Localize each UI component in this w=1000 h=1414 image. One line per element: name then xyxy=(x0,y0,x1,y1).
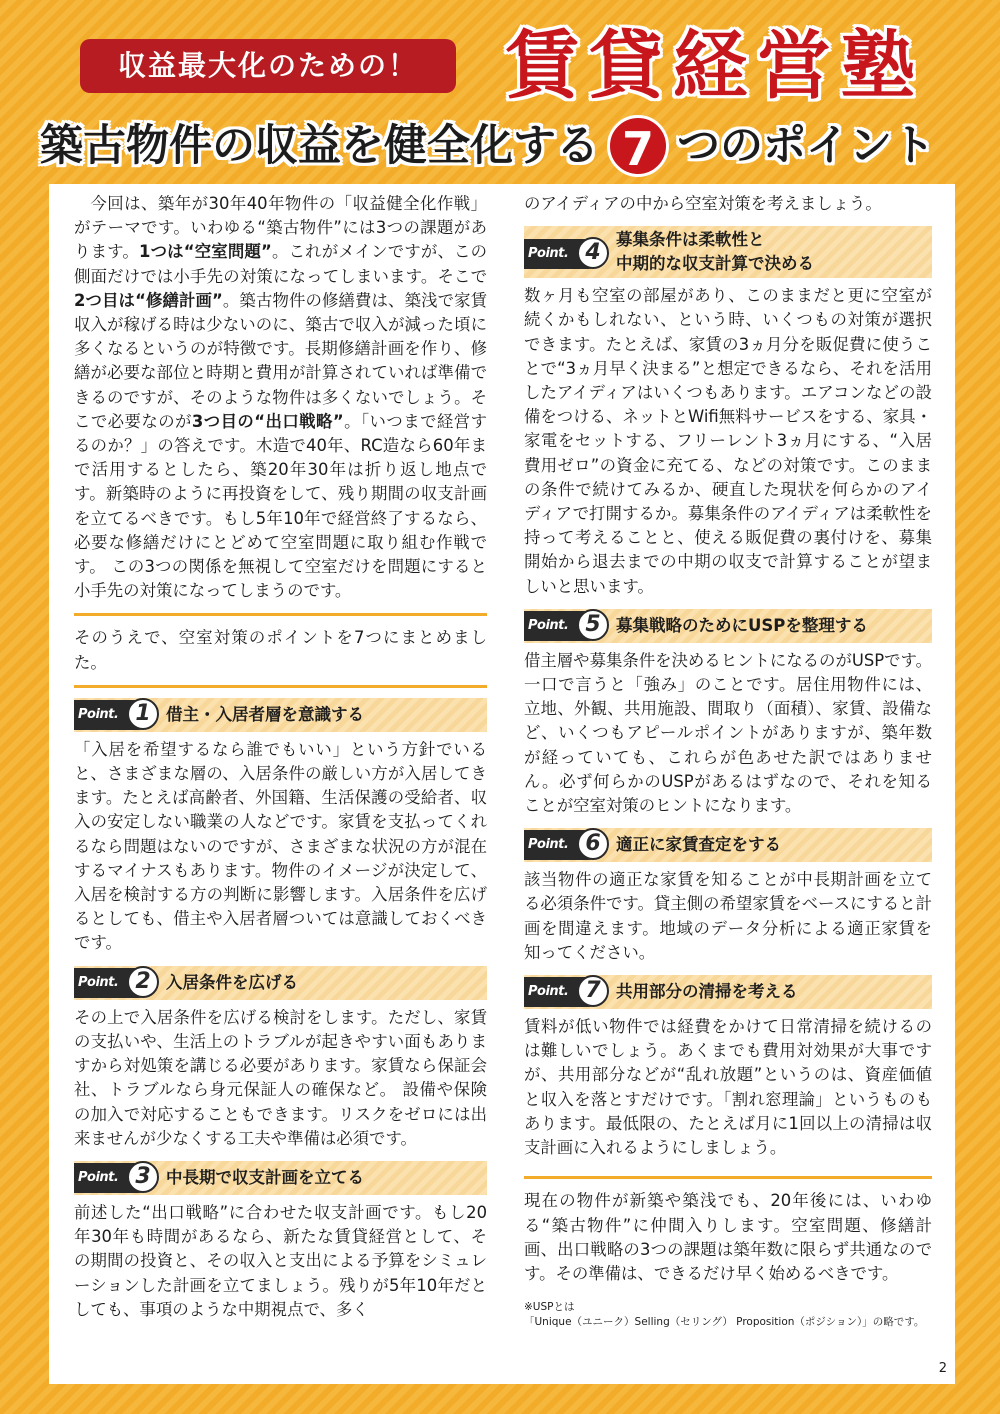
article-sheet xyxy=(49,184,955,1384)
title-after: つのポイント xyxy=(677,121,935,171)
point-tab xyxy=(524,977,603,1007)
point-title: 募集戦略のためにUSPを整理する xyxy=(616,615,868,635)
point-6-body: 該当物件の適正な家賃を知ることが中長期計画を立てる必須条件です。貸主側の希望家賃をベースにすると計画を間違えます。地域のデータ分析による適正家賃を知ってください。 xyxy=(524,870,932,962)
point-3-continuation: のアイディアの中から空室対策を考えましょう。 xyxy=(524,194,882,213)
point-word: Point. xyxy=(78,974,119,990)
page-title xyxy=(40,115,960,177)
intro-bold-1: 1つは“空室問題” xyxy=(139,242,272,262)
intro-bold-2: 2つ目は“修繕計画” xyxy=(74,290,223,310)
footnote-line: ※USPとは xyxy=(524,1301,575,1314)
point-number-circle: 2 xyxy=(127,966,159,998)
header-badge: 収益最大化のための！ xyxy=(80,39,456,93)
point-1-heading xyxy=(74,698,487,732)
point-number-circle: 6 xyxy=(577,828,609,860)
point-7-body: 賃料が低い物件では経費をかけて日常清掃を続けるのは難しいでしょう。あくまでも費用対効果が大事ですが、共用部分などが“乱れ放題”というのは、資産価値と収入を落とすだけです。「割れ窓理論」というものもあります。最低限の、たとえば月に1回以上の清掃は収支計画に入れるようにしましょう。 xyxy=(524,1017,932,1158)
intro-paragraph xyxy=(74,192,487,603)
point-number-circle: 5 xyxy=(577,609,609,641)
point-number-circle: 4 xyxy=(577,237,609,269)
page-number: 2 xyxy=(938,1361,947,1376)
point-tab xyxy=(74,700,153,730)
point-title: 入居条件を広げる xyxy=(166,972,298,992)
divider xyxy=(524,1176,932,1179)
point-2-heading xyxy=(74,966,487,1000)
point-tab xyxy=(74,1163,153,1193)
intro-text-e: 。「いつまで経営するのか？」の答えです。木造で40年、RC造なら60年まで活用するとしたら、築20年30年は折り返し地点です。新築時のように再投資をして、残り期間の収支計画を立てるべきです。もし5年10年で経営終了するなら、必要な修繕だけにとどめて空室問題に取り組む作戦です。 この3つの関係を無視して空室だけを問題にすると小手先の対策になってしまうのです。 xyxy=(74,411,487,601)
point-word: Point. xyxy=(78,1169,119,1185)
intro-text-d: 。築古物件の修繕費は、築浅で家賃収入が稼げる時は少ないのに、築古で収入が減った頃に多くなるというのが特徴です。長期修繕計画を作り、修繕が必要な部位と時期と費用が計算されていれば準備できるのですが、そのような物件は多くないでしょう。そこで必要なのが xyxy=(74,290,488,431)
footnote xyxy=(524,1300,932,1330)
point-title-line: 中期的な収支計算で決める xyxy=(616,254,814,274)
point-word: Point. xyxy=(528,984,569,1000)
point-title: 借主・入居者層を意識する xyxy=(166,704,364,724)
point-title: 中長期で収支計画を立てる xyxy=(166,1167,364,1187)
right-column xyxy=(524,192,932,1330)
point-word: Point. xyxy=(78,706,119,722)
title-before: 築古物件の収益を健全化する xyxy=(40,121,599,171)
point-number-circle: 3 xyxy=(127,1161,159,1193)
point-title-line: 募集条件は柔軟性と xyxy=(616,230,765,250)
point-4-body: 数ヶ月も空室の部屋があり、このままだと更に空室が続くかもしれない、という時、いくつもの対策が選択できます。たとえば、家賃の3ヵ月分を販促費に使うことで“3ヵ月早く決まる”と想定できるなら、それを活用したアイディアはいくつもあります。エアコンなどの設備をつける、ネットとWifi無料サービスをする、家具・家電をセットする、フリーレント3ヵ月にする、“入居費用ゼロ”の資金に充てる、などの対策です。このままの条件で続けてみるか、硬直した現状を何らかのアイディアで打開するか。募集条件のアイディアは柔軟性を持って考えることと、使える販促費の裏付けを、募集開始から退去までの中期の収支で計算することが望ましいと思います。 xyxy=(524,286,932,596)
closing-paragraph: 現在の物件が新築や築浅でも、20年後には、いわゆる“築古物件”に仲間入りします。空室問題、修繕計画、出口戦略の3つの課題は築年数に限らず共通なのです。その準備は、できるだけ早く始めるべきです。 xyxy=(524,1191,932,1283)
point-tab xyxy=(74,968,153,998)
intro-text-c: 。これがメインですが、この側面だけでは小手先の対策になってしまいます。そこで xyxy=(74,242,487,286)
point-word: Point. xyxy=(528,837,569,853)
point-number-circle: 1 xyxy=(127,698,159,730)
title-number-circle: 7 xyxy=(607,115,669,177)
point-tab xyxy=(524,239,603,269)
point-7-heading xyxy=(524,975,932,1009)
intro-bold-3: 3つ目の“出口戦略” xyxy=(191,411,344,431)
divider xyxy=(74,685,487,688)
point-word: Point. xyxy=(528,246,569,262)
intro-summary: そのうえで、空室対策のポイントを7つにまとめました。 xyxy=(74,628,487,672)
point-6-heading xyxy=(524,828,932,862)
point-5-body: 借主層や募集条件を決めるヒントになるのがUSPです。一口で言うと「強み」のことです。居住用物件には、立地、外観、共用施設、間取り（面積）、家賃、設備など、いくつもアピールポイントがありますが、築年数が経っていても、これらが色あせた訳ではありません。必ず何らかのUSPがあるはずなので、それを知ることが空室対策のヒントになります。 xyxy=(524,650,932,816)
point-title xyxy=(616,228,926,276)
point-number-circle: 7 xyxy=(577,975,609,1007)
left-column xyxy=(74,192,487,1322)
point-4-heading xyxy=(524,226,932,278)
brand-title: 賃貸経営塾 xyxy=(505,23,925,109)
point-word: Point. xyxy=(528,617,569,633)
intro-text-a: 今回は、築年が30年40年物件の「収益健全化作戦」がテーマです。いわゆる“築古物件”には3つの課題があります。 xyxy=(74,194,487,262)
point-3-body: 前述した“出口戦略”に合わせた収支計画です。もし20年30年も時間があるなら、新たな賃貸経営として、その期間の投資と、その収入と支出による予算をシミュレーションした計画を立てましょう。残りが5年10年だとしても、事項のような中期視点で、多く xyxy=(74,1202,487,1319)
point-5-heading xyxy=(524,609,932,643)
point-title: 共用部分の清掃を考える xyxy=(616,982,798,1002)
point-1-body: 「入居を希望するなら誰でもいい」という方針でいると、さまざまな層の、入居条件の厳しい方が入居してきます。たとえば高齢者、外国籍、生活保護の受給者、収入の安定しない職業の人などです。家賃を支払ってくれるなら問題はないのですが、さまざまな状況の方が混在するマイナスもあります。物件のイメージが決定して、入居を検討する方の判断に影響します。入居条件を広げるとしても、借主や入居者層ついては意識しておくべきです。 xyxy=(74,739,487,953)
point-tab xyxy=(524,611,603,641)
point-2-body: その上で入居条件を広げる検討をします。ただし、家賃の支払いや、生活上のトラブルが起きやすい面もありますから対処策を講じる必要があります。家賃なら保証会社、トラブルなら身元保証人の確保など。 設備や保険の加入で対応することもできます。リスクをゼロには出来ませんが少なくする工夫や準備は必須です。 xyxy=(74,1007,487,1148)
point-tab xyxy=(524,830,603,860)
footnote-line: 「Unique（ユニーク）Selling（セリング） Proposition（ポジション）」の略です。 xyxy=(524,1316,925,1329)
point-3-heading xyxy=(74,1161,487,1195)
divider xyxy=(74,613,487,616)
point-title: 適正に家賃査定をする xyxy=(616,835,781,855)
